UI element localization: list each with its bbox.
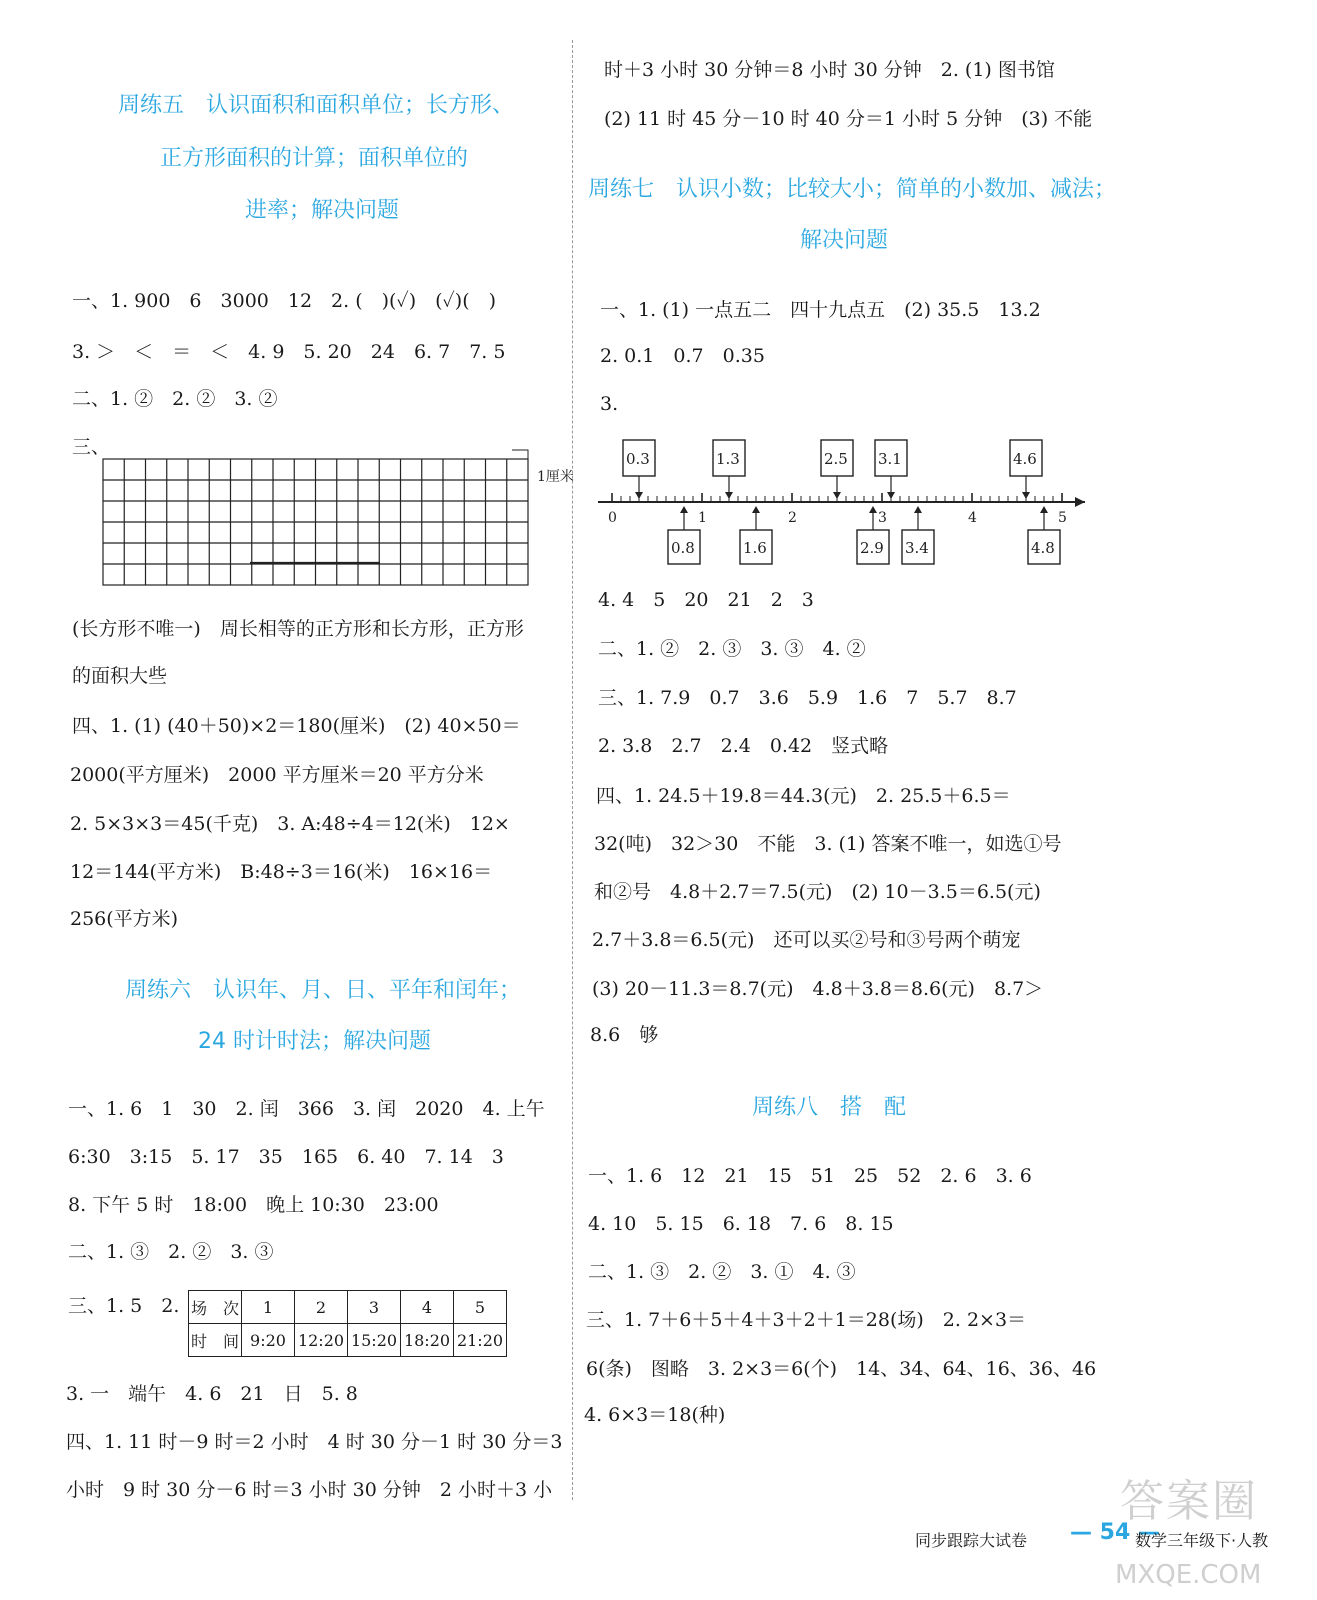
answer-line: 一、1. 900 6 3000 12 2. ( )(✓) (✓)( ): [72, 290, 497, 312]
answer-box-value: 1.6: [743, 539, 767, 557]
answer-line: 4. 6×3＝18(种): [584, 1404, 726, 1426]
answer-line: 8. 下午 5 时 18:00 晚上 10:30 23:00: [68, 1194, 439, 1216]
answer-line: 32(吨) 32＞30 不能 3. (1) 答案不唯一，如选①号: [594, 833, 1062, 855]
answer-box-value: 3.4: [905, 539, 929, 557]
answer-line: 4. 10 5. 15 6. 18 7. 6 8. 15: [588, 1213, 894, 1235]
answer-line: 6(条) 图略 3. 2×3＝6(个) 14、34、64、16、36、46: [586, 1358, 1097, 1380]
number-line: [590, 430, 1100, 570]
tick-label: 5: [1058, 510, 1067, 526]
answer-line: 二、1. ② 2. ② 3. ②: [72, 388, 278, 410]
answer-line: 和②号 4.8＋2.7＝7.5(元) (2) 10－3.5＝6.5(元): [594, 881, 1041, 903]
answer-line: 6:30 3:15 5. 17 35 165 6. 40 7. 14 3: [68, 1146, 504, 1168]
heading-week6-line2: 24 时计时法；解决问题: [198, 1029, 431, 1054]
table-cell: 18:20: [401, 1324, 454, 1357]
answer-line: 12＝144(平方米) B:48÷3＝16(米) 16×16＝: [70, 861, 493, 883]
answer-line: 3. ＞ ＜ ＝ ＜ 4. 9 5. 20 24 6. 7 7. 5: [72, 341, 506, 363]
answer-line: 的面积大些: [72, 665, 168, 687]
answer-box-value: 3.1: [878, 450, 902, 468]
table-cell: 9:20: [242, 1324, 295, 1357]
pointer-arrowhead: [752, 506, 760, 513]
answer-line: (2) 11 时 45 分－10 时 40 分＝1 小时 5 分钟 (3) 不能: [604, 108, 1093, 130]
answer-line: 3.: [600, 393, 619, 415]
answer-line: 4. 4 5 20 21 2 3: [598, 589, 814, 611]
table-cell: 1: [242, 1291, 295, 1324]
pointer-arrowhead: [869, 506, 877, 513]
pointer-arrowhead: [1022, 492, 1030, 499]
table-cell: 时 间: [189, 1324, 242, 1357]
answer-line: 三、1. 7＋6＋5＋4＋3＋2＋1＝28(场) 2. 2×3＝: [586, 1309, 1027, 1331]
answer-line: 三、1. 5 2.: [68, 1295, 180, 1317]
answer-line: 3. 一 端午 4. 6 21 日 5. 8: [66, 1383, 358, 1405]
table-cell: 4: [401, 1291, 454, 1324]
answer-line: 2.7＋3.8＝6.5(元) 还可以买②号和③号两个萌宠: [592, 929, 1021, 951]
table-row: [189, 1291, 507, 1324]
area-grid: [100, 435, 590, 595]
answer-line: 二、1. ③ 2. ② 3. ① 4. ③: [588, 1261, 856, 1283]
table-cell: 2: [295, 1291, 348, 1324]
answer-box-value: 1.3: [716, 450, 740, 468]
schedule-table: [188, 1290, 507, 1357]
heading-week7-line1: 周练七 认识小数；比较大小；简单的小数加、减法；: [588, 177, 1117, 202]
answer-line: 二、1. ② 2. ③ 3. ③ 4. ②: [598, 638, 866, 660]
answer-line: 一、1. (1) 一点五二 四十九点五 (2) 35.5 13.2: [600, 299, 1041, 321]
answer-line: (长方形不唯一) 周长相等的正方形和长方形，正方形: [72, 618, 524, 640]
heading-week5-line2: 正方形面积的计算；面积单位的: [160, 146, 469, 171]
answer-line: 时＋3 小时 30 分钟＝8 小时 30 分钟 2. (1) 图书馆: [604, 59, 1055, 81]
watermark-url: MXQE.COM: [1115, 1560, 1262, 1590]
tick-label: 0: [608, 510, 617, 526]
heading-week5-line3: 进率；解决问题: [245, 198, 400, 223]
tick-label: 2: [788, 510, 797, 526]
column-divider: [572, 40, 573, 1500]
answer-box-value: 2.9: [860, 539, 884, 557]
answer-box-value: 2.5: [824, 450, 848, 468]
footer-subject: 数学三年级下·人教: [1135, 1531, 1269, 1550]
pointer-arrowhead: [887, 492, 895, 499]
answer-line: 一、1. 6 12 21 15 51 25 52 2. 6 3. 6: [588, 1165, 1032, 1187]
tick-label: 1: [698, 510, 707, 526]
grid-unit-label: 1厘米: [537, 469, 574, 485]
answer-box-value: 4.6: [1013, 450, 1037, 468]
pointer-arrowhead: [635, 492, 643, 499]
tick-label: 3: [878, 510, 887, 526]
answer-line: 2. 5×3×3＝45(千克) 3. A:48÷4＝12(米) 12×: [70, 813, 510, 835]
footer-book-title: 同步跟踪大试卷: [915, 1531, 1028, 1550]
heading-week6-line1: 周练六 认识年、月、日、平年和闰年；: [125, 978, 522, 1003]
heading-week7-line2: 解决问题: [800, 228, 889, 253]
pointer-arrowhead: [680, 506, 688, 513]
tick-label: 4: [968, 510, 977, 526]
answer-line: (3) 20－11.3＝8.7(元) 4.8＋3.8＝8.6(元) 8.7＞: [592, 978, 1044, 1000]
answer-line: 2. 0.1 0.7 0.35: [600, 345, 765, 367]
answer-line: 四、1. 11 时－9 时＝2 小时 4 时 30 分－1 时 30 分＝3: [66, 1431, 563, 1453]
answer-line: 三、: [72, 436, 111, 458]
heading-week5-line1: 周练五 认识面积和面积单位；长方形、: [118, 93, 515, 118]
answer-box-value: 4.8: [1031, 539, 1055, 557]
table-cell: 3: [348, 1291, 401, 1324]
watermark-logo: 答案圈: [1120, 1476, 1258, 1527]
table-row: [189, 1324, 507, 1357]
table-cell: 21:20: [454, 1324, 507, 1357]
pointer-arrowhead: [725, 492, 733, 499]
answer-line: 二、1. ③ 2. ② 3. ③: [68, 1241, 274, 1263]
answer-line: 8.6 够: [590, 1024, 659, 1046]
answer-line: 2. 3.8 2.7 2.4 0.42 竖式略: [598, 735, 889, 757]
answer-box-value: 0.3: [626, 450, 650, 468]
table-cell: 5: [454, 1291, 507, 1324]
pointer-arrowhead: [1040, 506, 1048, 513]
heading-week8: 周练八 搭 配: [752, 1095, 907, 1120]
answer-line: 四、1. 24.5＋19.8＝44.3(元) 2. 25.5＋6.5＝: [596, 785, 1011, 807]
answer-line: 小时 9 时 30 分－6 时＝3 小时 30 分钟 2 小时＋3 小: [66, 1479, 553, 1501]
table-cell: 场 次: [189, 1291, 242, 1324]
answer-line: 一、1. 6 1 30 2. 闰 366 3. 闰 2020 4. 上午: [68, 1098, 545, 1120]
table-cell: 12:20: [295, 1324, 348, 1357]
answer-line: 2000(平方厘米) 2000 平方厘米＝20 平方分米: [70, 764, 484, 786]
answer-line: 256(平方米): [70, 908, 179, 930]
answer-line: 三、1. 7.9 0.7 3.6 5.9 1.6 7 5.7 8.7: [598, 687, 1017, 709]
pointer-arrowhead: [833, 492, 841, 499]
page-number: — 54 —: [1070, 1520, 1160, 1545]
axis-arrow: [1075, 497, 1085, 507]
pointer-arrowhead: [914, 506, 922, 513]
answer-line: 四、1. (1) (40＋50)×2＝180(厘米) (2) 40×50＝: [72, 715, 521, 737]
table-cell: 15:20: [348, 1324, 401, 1357]
answer-box-value: 0.8: [671, 539, 695, 557]
